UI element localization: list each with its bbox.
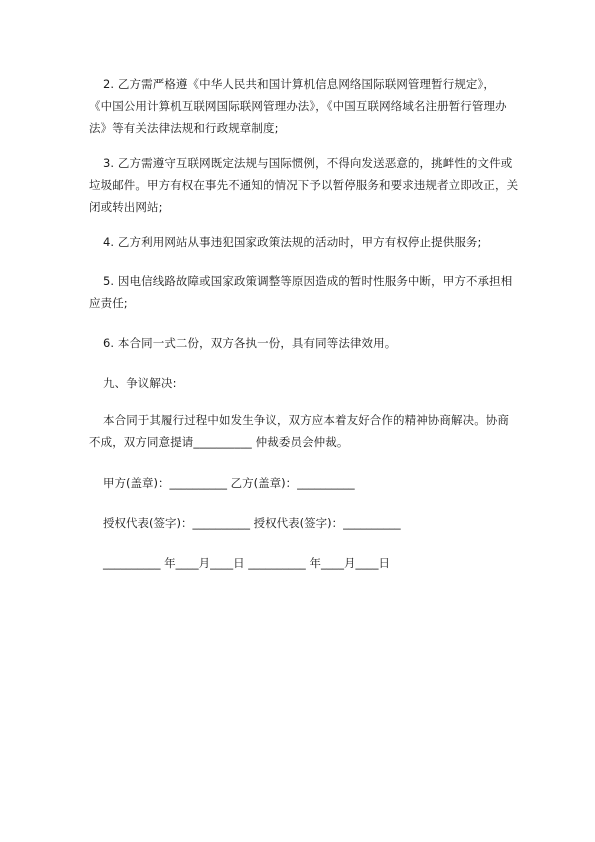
clause-2-line-1: 2. 乙方需严格遵《中华人民共和国计算机信息网络国际联网管理暂行规定》，	[103, 77, 495, 91]
clause-5-line-2: 应责任;	[89, 296, 128, 310]
section-heading	[89, 372, 519, 394]
clause-3-line-2: 垃圾邮件。甲方有权在事先不通知的情况下予以暂停服务和要求违规者立即改正，关	[89, 178, 519, 192]
clause-6-line-1: 6. 本合同一式二份，双方各执一份，具有同等法律效用。	[103, 336, 397, 350]
clause-6	[89, 332, 519, 354]
date-line: __________ 年____月____日 __________ 年____月____日	[103, 556, 390, 570]
dispute-line-1: 本合同于其履行过程中如发生争议，双方应本着友好合作的精神协商解决。协商	[103, 413, 509, 427]
clause-2	[89, 73, 519, 139]
seal-line: 甲方(盖章)：__________ 乙方(盖章)：__________	[103, 476, 355, 490]
dispute-line-2: 不成，双方同意提请__________ 仲裁委员会仲裁。	[89, 435, 349, 449]
clause-4-line-1: 4. 乙方利用网站从事违犯国家政策法规的活动时，甲方有权停止提供服务;	[103, 235, 482, 249]
clause-3-line-1: 3. 乙方需遵守互联网既定法规与国际惯例，不得向发送恶意的，挑衅性的文件或	[103, 156, 513, 170]
clause-2-line-2: 《中国公用计算机互联网国际联网管理办法》，《中国互联网络域名注册暂行管理办	[89, 99, 507, 113]
clause-3-line-3: 闭或转出网站;	[89, 200, 163, 214]
clause-3	[89, 152, 519, 218]
clause-5-line-1: 5. 因电信线路故障或国家政策调整等原因造成的暂时性服务中断，甲方不承担相	[103, 274, 513, 288]
clause-5	[89, 270, 519, 314]
dispute-paragraph	[89, 409, 519, 453]
clause-4	[89, 231, 519, 253]
representative-signature-line: 授权代表(签字)：__________ 授权代表(签字)：__________	[103, 516, 401, 530]
section-heading-text: 九、争议解决:	[103, 376, 177, 390]
clause-2-line-3: 法》等有关法律法规和行政规章制度;	[89, 121, 279, 135]
